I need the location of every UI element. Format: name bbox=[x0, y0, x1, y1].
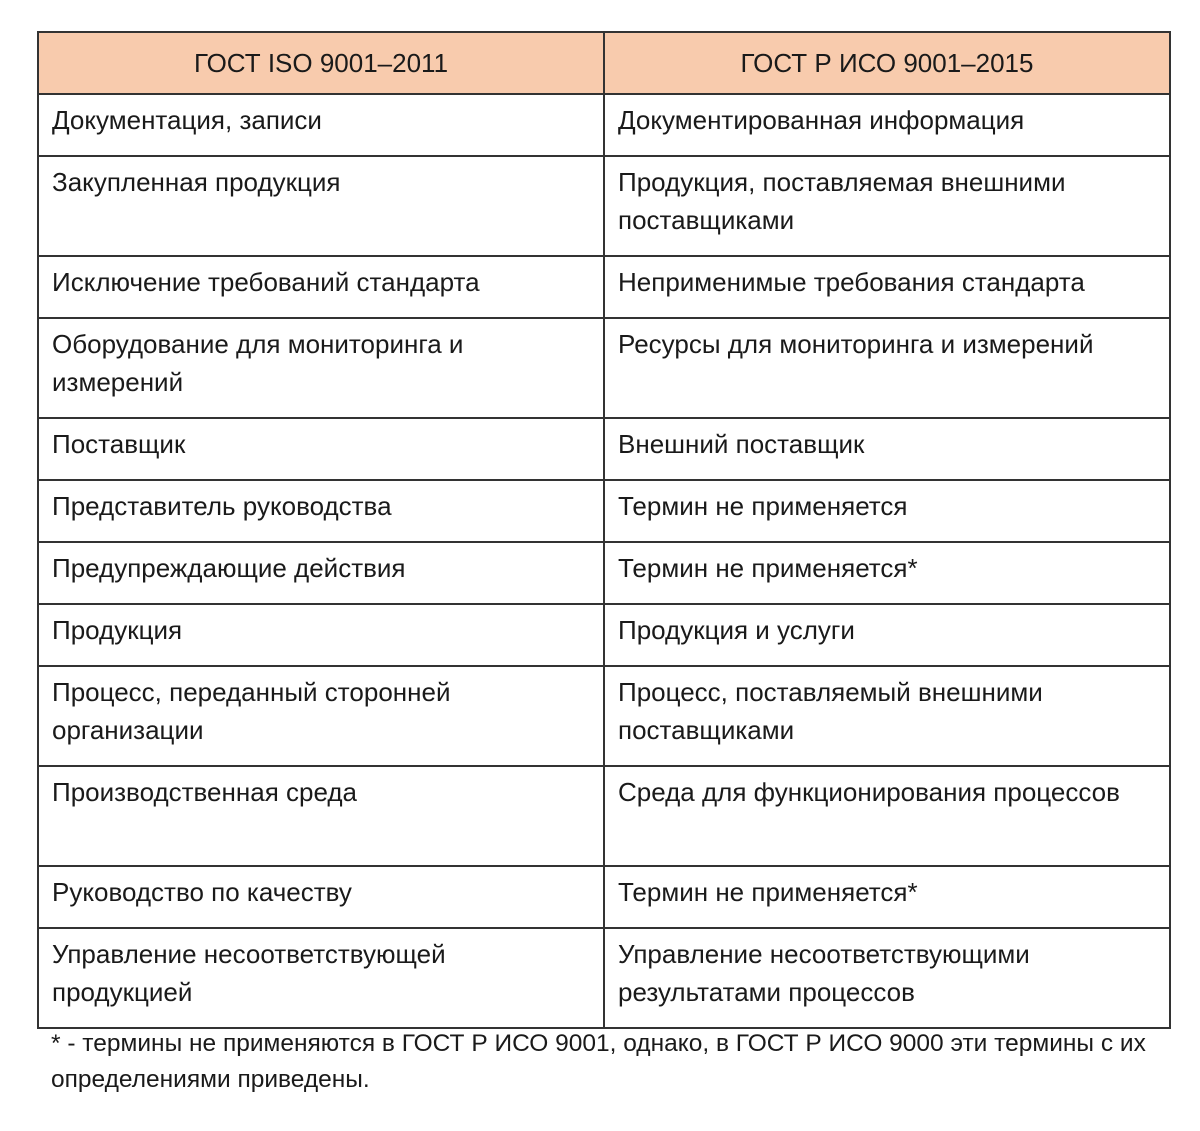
table-row bbox=[38, 604, 1170, 666]
table-row bbox=[38, 318, 1170, 418]
term-2011-cell: Представитель руководства bbox=[38, 480, 604, 542]
header-gost-iso-2011: ГОСТ ISO 9001–2011 bbox=[38, 32, 604, 94]
term-2015-cell: Термин не применяется* bbox=[604, 542, 1170, 604]
table-row bbox=[38, 766, 1170, 866]
table-row bbox=[38, 542, 1170, 604]
term-2011-cell: Документация, записи bbox=[38, 94, 604, 156]
term-2011-cell: Процесс, переданный сторонней организации bbox=[38, 666, 604, 766]
term-2011-cell: Продукция bbox=[38, 604, 604, 666]
term-2015-cell: Термин не применяется bbox=[604, 480, 1170, 542]
table-header-row bbox=[38, 32, 1170, 94]
terms-comparison-table bbox=[37, 31, 1171, 1029]
table-row bbox=[38, 256, 1170, 318]
table-row bbox=[38, 928, 1170, 1028]
term-2011-cell: Руководство по качеству bbox=[38, 866, 604, 928]
term-2011-cell: Управление несоответствующей продукцией bbox=[38, 928, 604, 1028]
term-2011-cell: Поставщик bbox=[38, 418, 604, 480]
footnote: * - термины не применяются в ГОСТ Р ИСО 9001, однако, в ГОСТ Р ИСО 9000 эти термины с их определениями приведены. bbox=[51, 1030, 1146, 1093]
term-2015-cell: Ресурсы для мониторинга и измерений bbox=[604, 318, 1170, 418]
term-2015-cell: Документированная информация bbox=[604, 94, 1170, 156]
term-2015-cell: Среда для функционирования процессов bbox=[604, 766, 1170, 866]
table-body bbox=[38, 94, 1170, 1028]
term-2015-cell: Управление несоответствующими результатами процессов bbox=[604, 928, 1170, 1028]
term-2015-cell: Продукция, поставляемая внешними поставщиками bbox=[604, 156, 1170, 256]
table-row bbox=[38, 866, 1170, 928]
term-2015-cell: Неприменимые требования стандарта bbox=[604, 256, 1170, 318]
term-2011-cell: Предупреждающие действия bbox=[38, 542, 604, 604]
term-2015-cell: Продукция и услуги bbox=[604, 604, 1170, 666]
table-row bbox=[38, 480, 1170, 542]
table-row bbox=[38, 94, 1170, 156]
table-row bbox=[38, 418, 1170, 480]
table-row bbox=[38, 156, 1170, 256]
term-2011-cell: Закупленная продукция bbox=[38, 156, 604, 256]
header-gost-r-iso-2015: ГОСТ Р ИСО 9001–2015 bbox=[604, 32, 1170, 94]
term-2015-cell: Термин не применяется* bbox=[604, 866, 1170, 928]
term-2011-cell: Оборудование для мониторинга и измерений bbox=[38, 318, 604, 418]
table-row bbox=[38, 666, 1170, 766]
term-2015-cell: Внешний поставщик bbox=[604, 418, 1170, 480]
term-2015-cell: Процесс, поставляемый внешними поставщиками bbox=[604, 666, 1170, 766]
term-2011-cell: Производственная среда bbox=[38, 766, 604, 866]
term-2011-cell: Исключение требований стандарта bbox=[38, 256, 604, 318]
